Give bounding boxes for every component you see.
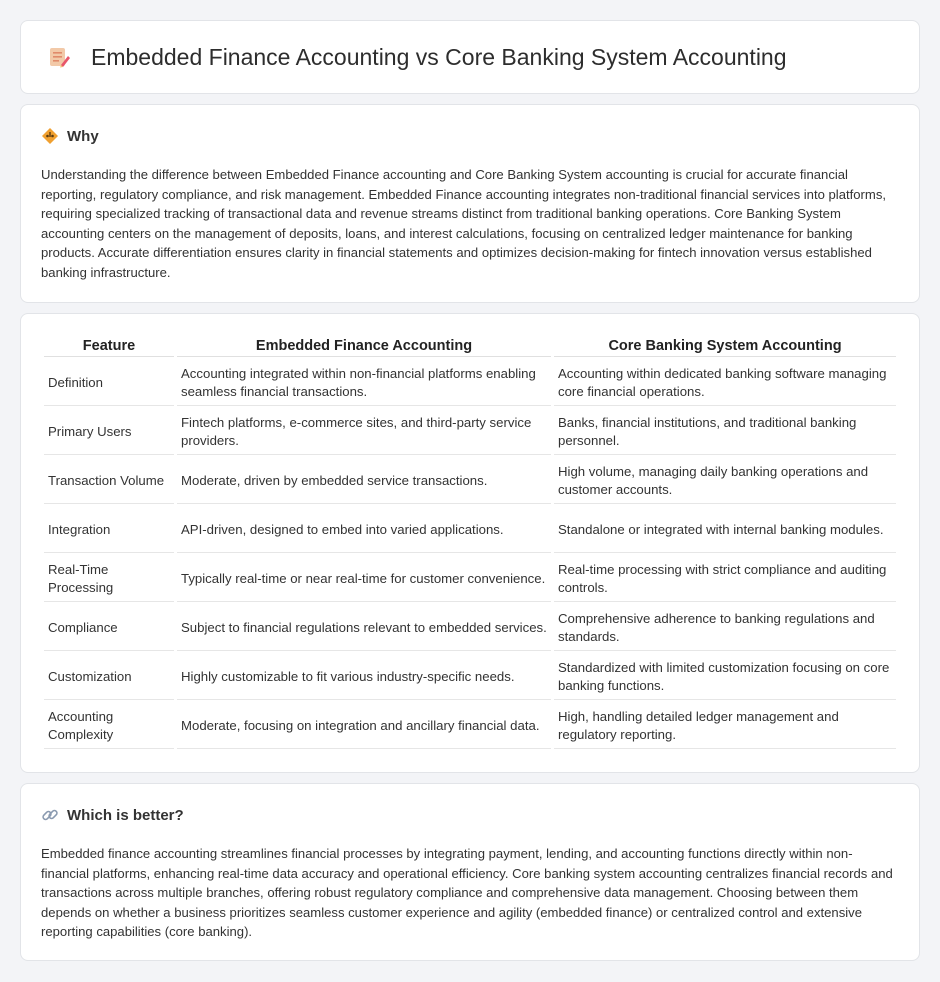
row-embedded: Typically real-time or near real-time for customer convenience. — [177, 555, 551, 602]
header-embedded: Embedded Finance Accounting — [177, 334, 551, 357]
row-embedded: Highly customizable to fit various industry-specific needs. — [177, 653, 551, 700]
page-title: Embedded Finance Accounting vs Core Banking System Accounting — [91, 43, 787, 70]
row-feature: Primary Users — [44, 408, 174, 455]
row-feature: Integration — [44, 506, 174, 553]
row-core: Comprehensive adherence to banking regulations and standards. — [554, 604, 896, 651]
document-pencil-icon — [47, 45, 71, 69]
table-row — [44, 702, 896, 749]
better-title: Which is better? — [67, 806, 184, 824]
row-core: Standalone or integrated with internal banking modules. — [554, 506, 896, 553]
row-core: Accounting within dedicated banking software managing core financial operations. — [554, 359, 896, 406]
why-section — [20, 104, 920, 303]
table-row — [44, 653, 896, 700]
table-row — [44, 604, 896, 651]
link-icon — [41, 806, 59, 824]
comparison-table — [41, 332, 899, 751]
row-core: Standardized with limited customization focusing on core banking functions. — [554, 653, 896, 700]
row-embedded: Fintech platforms, e-commerce sites, and third-party service providers. — [177, 408, 551, 455]
header-card — [20, 20, 920, 94]
row-embedded: API-driven, designed to embed into varied applications. — [177, 506, 551, 553]
better-header — [41, 806, 899, 824]
row-core: High volume, managing daily banking operations and customer accounts. — [554, 457, 896, 504]
why-title: Why — [67, 127, 99, 145]
row-feature: Definition — [44, 359, 174, 406]
why-text: Understanding the difference between Embedded Finance accounting and Core Banking System accounting is crucial for accurate financial reporting, regulatory compliance, and risk management. Embedded Finance accounting integrates non-traditional financial services into platforms, requiring specialized tracking of transactional data and revenue streams distinct from traditional banking operations. Core Banking System accounting centers on the management of deposits, loans, and interest calculations, focusing on centralized ledger maintenance for banking products. Accurate differentiation ensures clarity in financial statements and optimizes decision-making for fintech innovation versus established banking infrastructure. — [41, 167, 887, 280]
header-core: Core Banking System Accounting — [554, 334, 896, 357]
table-row — [44, 555, 896, 602]
row-core: High, handling detailed ledger management and regulatory reporting. — [554, 702, 896, 749]
table-row — [44, 457, 896, 504]
better-text: Embedded finance accounting streamlines financial processes by integrating payment, lending, and accounting functions directly within non-financial platforms, enhancing real-time data accuracy and operational efficiency. Core banking system accounting centralizes financial records and transactions across multiple branches, offering robust regulatory compliance and comprehensive data management. Choosing between them depends on whether a business prioritizes seamless customer experience and agility (embedded finance) or centralized control and extensive reporting capabilities (core banking). — [41, 846, 893, 939]
row-feature: Compliance — [44, 604, 174, 651]
row-feature: Customization — [44, 653, 174, 700]
which-is-better-section — [20, 783, 920, 961]
row-embedded: Moderate, driven by embedded service transactions. — [177, 457, 551, 504]
row-feature: Real-Time Processing — [44, 555, 174, 602]
comparison-table-card — [20, 313, 920, 773]
header-feature: Feature — [44, 334, 174, 357]
row-embedded: Moderate, focusing on integration and ancillary financial data. — [177, 702, 551, 749]
row-core: Real-time processing with strict compliance and auditing controls. — [554, 555, 896, 602]
row-embedded: Accounting integrated within non-financial platforms enabling seamless financial transactions. — [177, 359, 551, 406]
why-header — [41, 127, 899, 145]
table-header-row — [44, 334, 896, 357]
row-feature: Transaction Volume — [44, 457, 174, 504]
row-core: Banks, financial institutions, and traditional banking personnel. — [554, 408, 896, 455]
row-feature: Accounting Complexity — [44, 702, 174, 749]
row-embedded: Subject to financial regulations relevant to embedded services. — [177, 604, 551, 651]
table-row — [44, 359, 896, 406]
diamond-warning-icon — [41, 127, 59, 145]
table-row — [44, 506, 896, 553]
table-row — [44, 408, 896, 455]
